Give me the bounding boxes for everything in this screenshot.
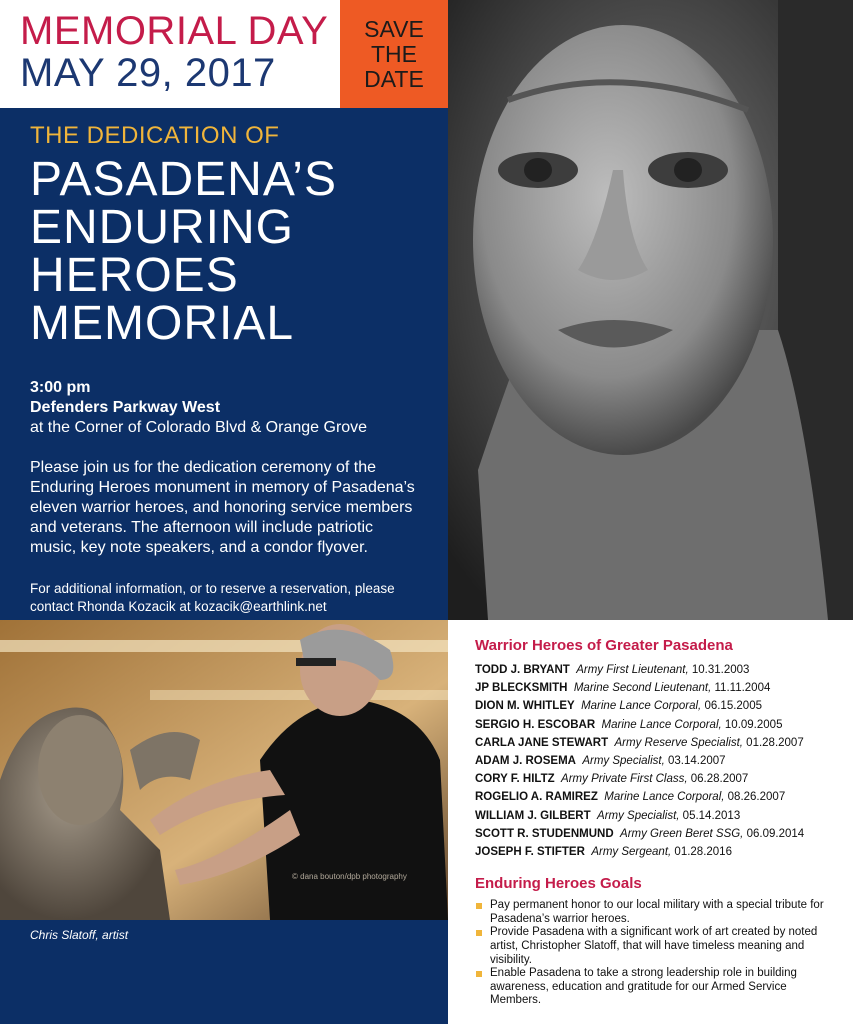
title-line: MEMORIAL (30, 297, 295, 350)
hero-date: 06.15.2005 (704, 700, 762, 713)
goal-item: Enable Pasadena to take a strong leadership role in building awareness, education and gratitude for our Armed Service Members. (475, 967, 835, 1008)
title-line: ENDURING (30, 201, 295, 254)
hero-date: 08.26.2007 (727, 791, 786, 804)
hero-item (475, 788, 853, 806)
artist-at-work-photo (0, 620, 448, 920)
hero-item (475, 697, 853, 715)
memorial-title (30, 153, 420, 350)
event-details-panel (0, 108, 448, 620)
hero-name: WILLIAM J. GILBERT (475, 809, 591, 822)
caption-area (0, 920, 448, 1024)
hero-name: JP BLECKSMITH (475, 682, 568, 695)
hero-date: 10.31.2003 (691, 664, 750, 676)
hero-rank: Marine Second Lieutenant, (573, 682, 712, 695)
goals-heading: Enduring Heroes Goals (475, 875, 642, 893)
hero-rank: Marine Lance Corporal, (601, 718, 722, 731)
date-word: DATE (364, 65, 424, 92)
hero-item (475, 661, 853, 679)
invitation-text: Please join us for the dedication ceremony of the Enduring Heroes monument in memory of Pasadena’s eleven warrior heroes, and honoring service members and veterans. The afternoon will include patriotic music, key note speakers, and a condor flyover. (30, 459, 415, 556)
bust-photo-icon (448, 0, 853, 620)
memorial-day-heading: MEMORIAL DAY (20, 9, 329, 53)
save-the-date-badge (340, 0, 448, 108)
hero-rank: Marine Lance Corporal, (581, 700, 702, 713)
the-word: THE (371, 40, 417, 67)
hero-rank: Army Reserve Specialist, (614, 736, 743, 749)
hero-date: 11.11.2004 (714, 682, 771, 695)
hero-name: ROGELIO A. RAMIREZ (475, 791, 598, 804)
hero-item (475, 843, 853, 861)
event-corner: at the Corner of Colorado Blvd & Orange Grove (30, 419, 368, 436)
hero-rank: Army Private First Class, (561, 773, 688, 786)
save-word: SAVE (364, 15, 424, 42)
title-line: PASADENA’S (30, 153, 337, 206)
photo-credit: © dana bouton/dpb photography (292, 872, 407, 881)
hero-date: 06.09.2014 (746, 827, 805, 840)
hero-name: SERGIO H. ESCOBAR (475, 718, 596, 731)
dedication-kicker: THE DEDICATION OF (30, 122, 280, 149)
event-location: Defenders Parkway West (30, 399, 221, 416)
heroes-list (475, 661, 853, 861)
hero-item (475, 752, 853, 770)
hero-date: 06.28.2007 (690, 773, 749, 786)
goal-item: Provide Pasadena with a significant work of art created by noted artist, Christopher Slatoff, that will have timeless meaning and visibility. (475, 926, 835, 967)
event-time: 3:00 pm (30, 379, 91, 396)
hero-item (475, 734, 853, 752)
hero-item (475, 825, 853, 843)
hero-date: 03.14.2007 (667, 755, 726, 768)
hero-rank: Army Specialist, (582, 755, 665, 768)
sculpture-bust-photo (448, 0, 853, 620)
event-date: MAY 29, 2017 (20, 51, 276, 95)
hero-item (475, 716, 853, 734)
hero-rank: Army Sergeant, (591, 846, 672, 859)
title-line: HEROES (30, 249, 239, 302)
hero-name: ADAM J. ROSEMA (475, 755, 576, 768)
hero-rank: Army Specialist, (597, 809, 680, 822)
info-column (448, 620, 853, 1024)
hero-name: CARLA JANE STEWART (475, 736, 609, 749)
hero-item (475, 770, 853, 788)
goal-item: Pay permanent honor to our local military with a special tribute for Pasadena’s warrior heroes. (475, 899, 835, 926)
hero-name: DION M. WHITLEY (475, 700, 575, 713)
hero-rank: Army First Lieutenant, (576, 664, 689, 676)
hero-date: 10.09.2005 (724, 718, 783, 731)
hero-name: JOSEPH F. STIFTER (475, 846, 585, 859)
contact-text: For additional information, or to reserve a reservation, please contact Rhonda Kozacik at kozacik@earthlink.net (30, 581, 395, 614)
hero-name: CORY F. HILTZ (475, 773, 555, 786)
hero-date: 05.14.2013 (682, 809, 741, 822)
hero-date: 01.28.2016 (674, 846, 732, 859)
hero-rank: Marine Lance Corporal, (604, 791, 725, 804)
hero-rank: Army Green Beret SSG, (620, 827, 744, 840)
hero-date: 01.28.2007 (746, 736, 804, 749)
goals-list (475, 899, 853, 1008)
artist-caption: Chris Slatoff, artist (30, 928, 129, 942)
hero-name: SCOTT R. STUDENMUND (475, 827, 614, 840)
hero-name: TODD J. BRYANT (475, 664, 570, 676)
heroes-heading: Warrior Heroes of Greater Pasadena (475, 637, 733, 654)
hero-item (475, 807, 853, 825)
event-date-header (0, 0, 340, 108)
hero-item (475, 679, 853, 697)
